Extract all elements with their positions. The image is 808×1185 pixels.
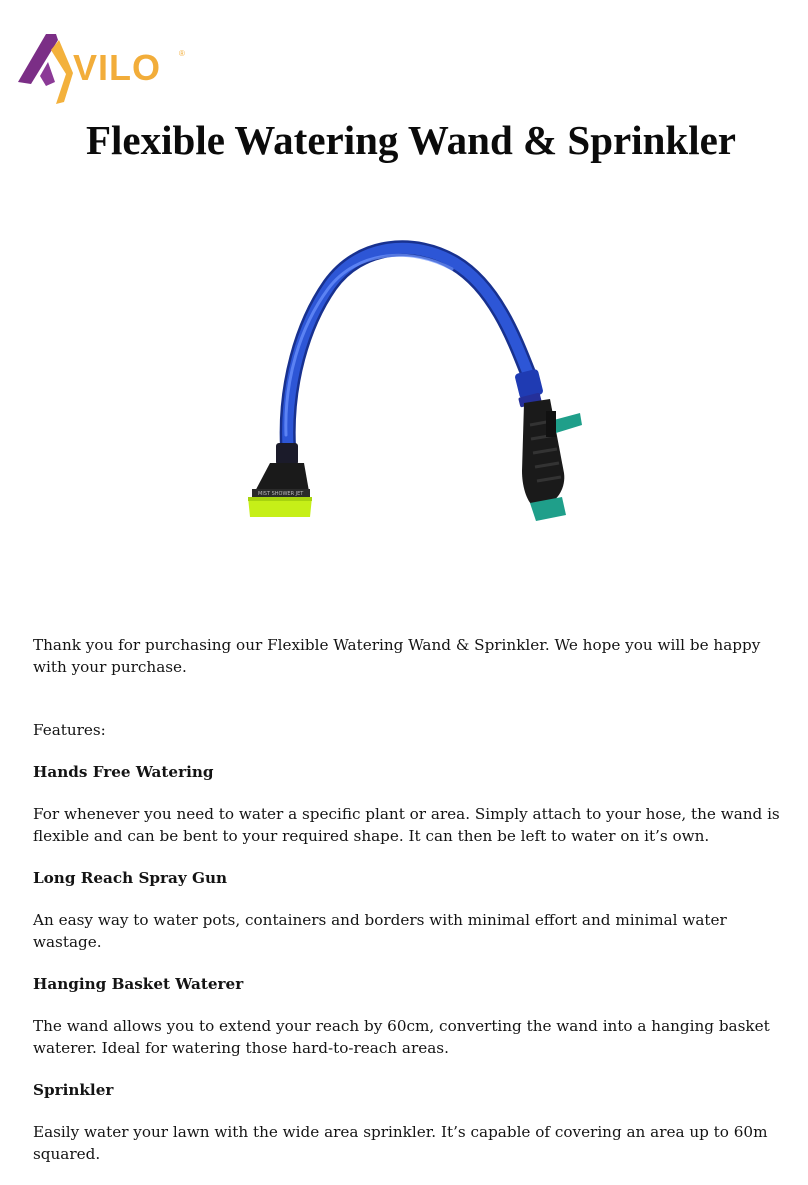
watering-wand-icon xyxy=(230,235,620,590)
brand-logo xyxy=(18,30,190,106)
feature-text-hands-free: For whenever you need to water a specific plant or area. Simply attach to your hose, the wand is flexible and can be bent to your required shape. It can then be left to water on it’s own. xyxy=(33,805,780,845)
document-title: Flexible Watering Wand & Sprinkler xyxy=(86,117,736,163)
svg-text:MIST SHOWER JET: MIST SHOWER JET xyxy=(258,491,304,497)
intro-paragraph: Thank you for purchasing our Flexible Watering Wand & Sprinkler. We hope you will be happy with your purchase. xyxy=(33,636,761,676)
features-label: Features: xyxy=(33,721,106,739)
feature-heading-hands-free: Hands Free Watering xyxy=(33,763,214,781)
feature-text-long-reach: An easy way to water pots, containers and borders with minimal effort and minimal water wastage. xyxy=(33,911,727,951)
avilo-logo-icon xyxy=(18,30,190,106)
svg-text:VILO: VILO xyxy=(73,47,162,88)
document-body xyxy=(33,634,793,1185)
feature-heading-sprinkler: Sprinkler xyxy=(33,1081,114,1099)
feature-heading-long-reach: Long Reach Spray Gun xyxy=(33,869,228,887)
feature-heading-hanging-basket: Hanging Basket Waterer xyxy=(33,975,244,993)
registered-mark: ® xyxy=(179,49,185,58)
feature-text-hanging-basket: The wand allows you to extend your reach by 60cm, converting the wand into a hanging basket waterer. Ideal for watering those hard-to-reach areas. xyxy=(33,1017,770,1057)
feature-text-sprinkler: Easily water your lawn with the wide area sprinkler. It’s capable of covering an area up to 60m squared. xyxy=(33,1123,768,1163)
product-image xyxy=(230,235,620,590)
